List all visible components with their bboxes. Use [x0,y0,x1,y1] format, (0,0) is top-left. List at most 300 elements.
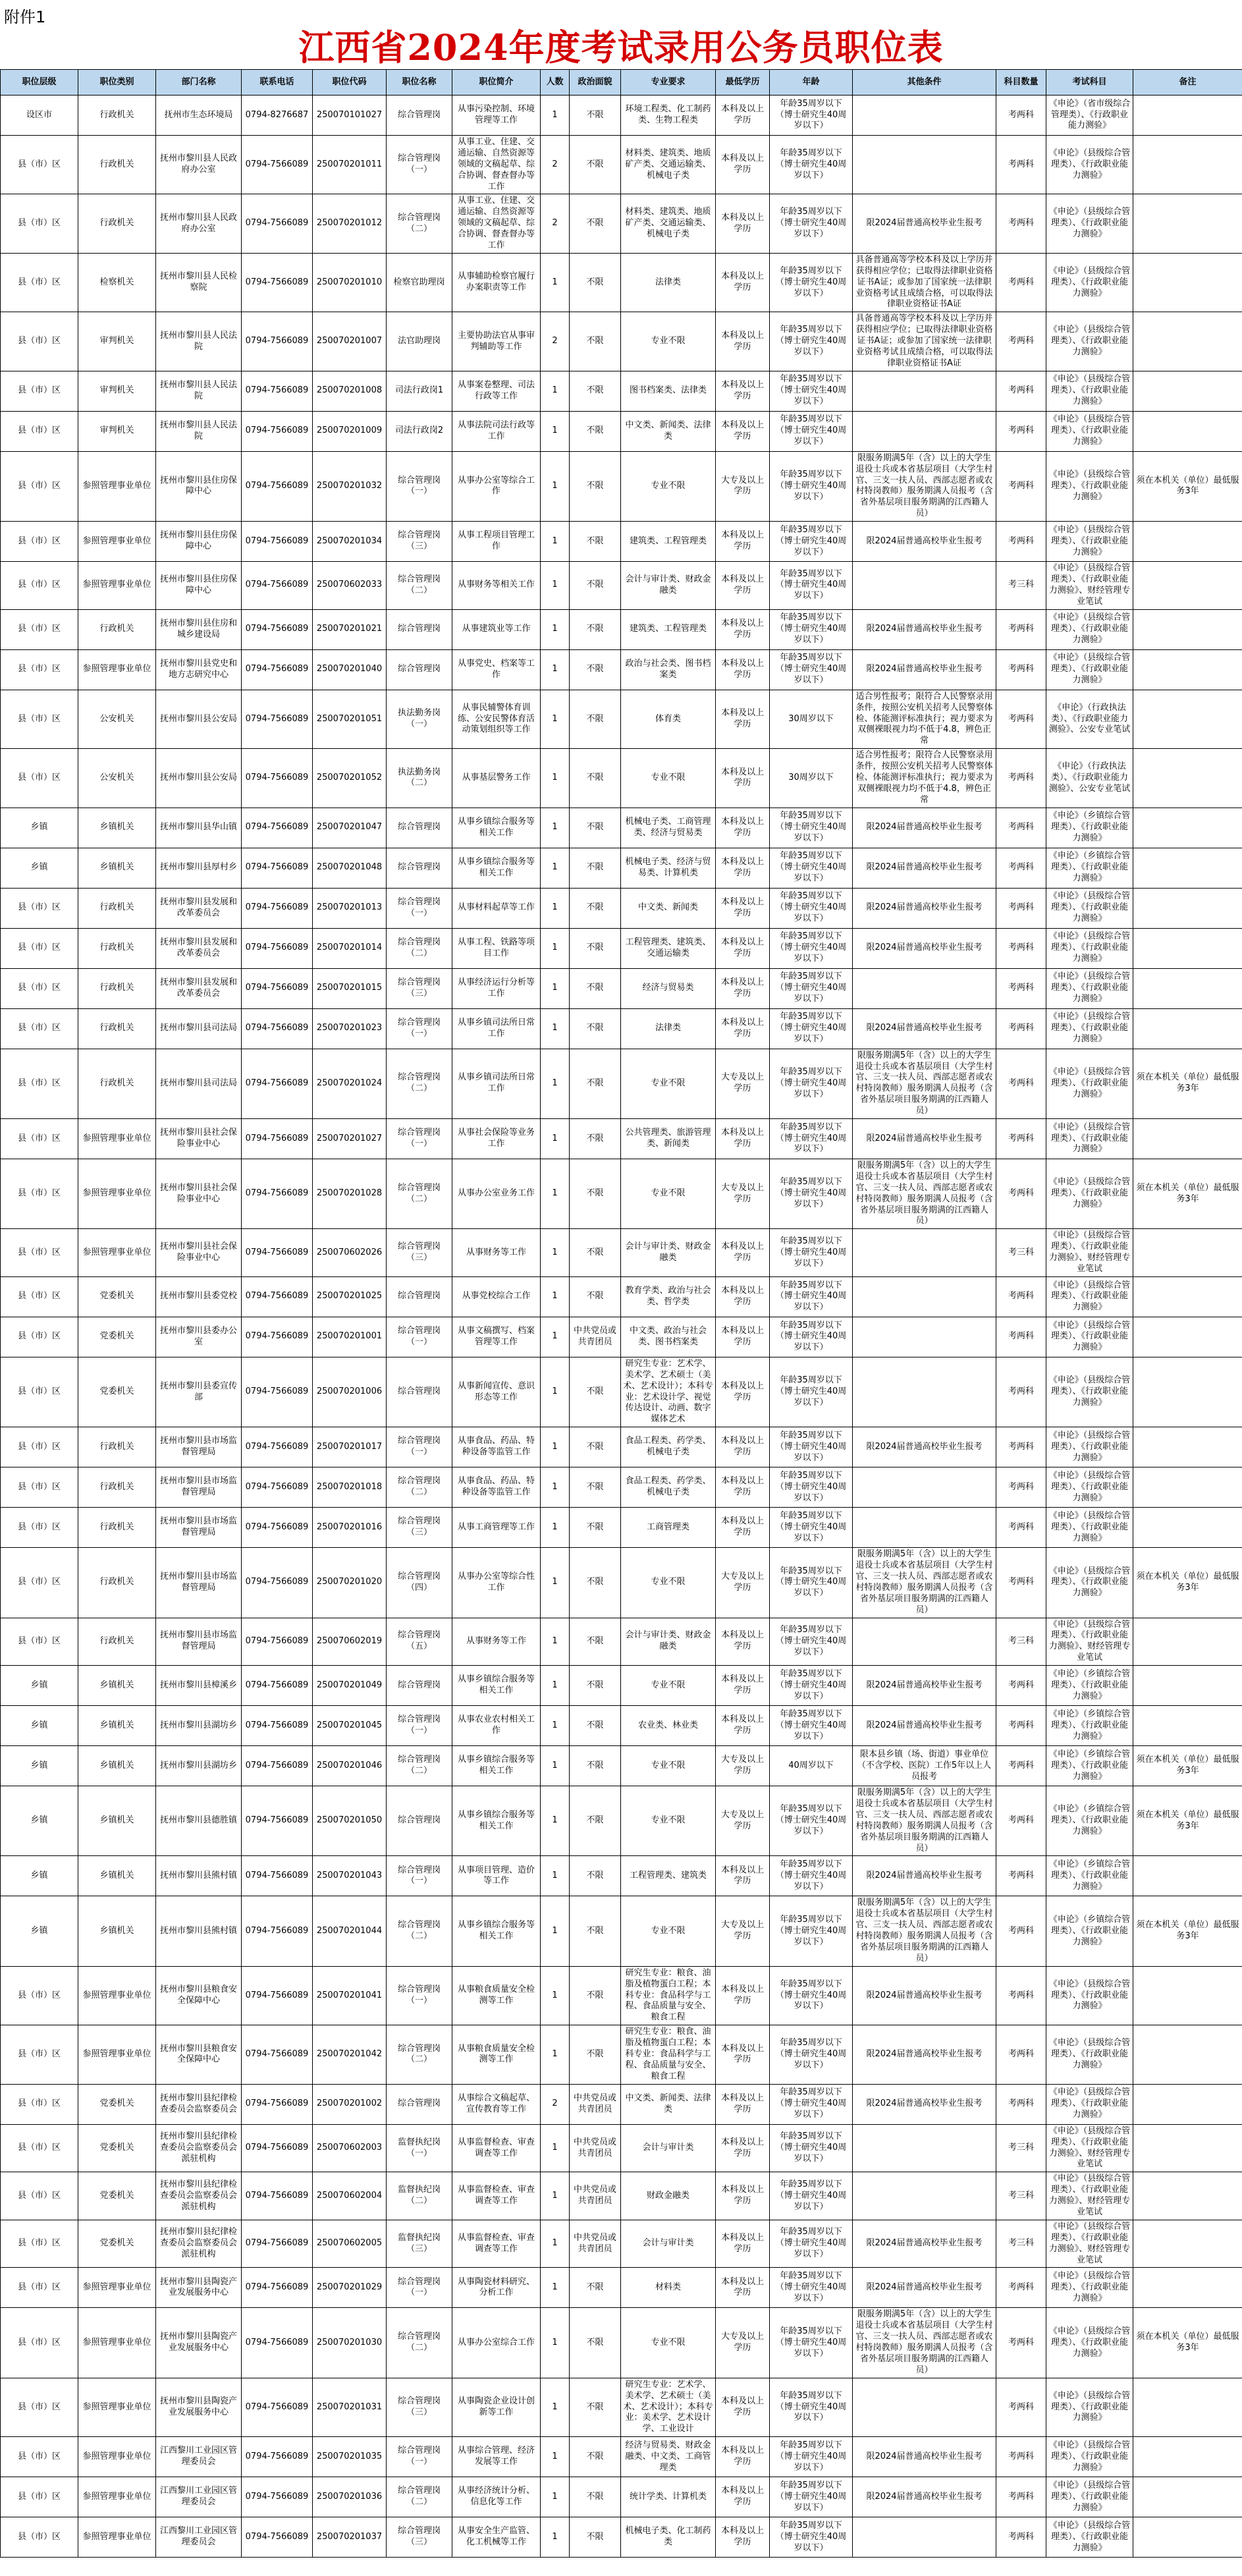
table-cell: 抚州市黎川县发展和改革委员会 [156,888,242,928]
table-cell: 不限 [570,848,621,888]
table-cell: 0794-7566089 [242,2477,313,2517]
table-cell: 年龄35周岁以下（博士研究生40周岁以下） [770,1706,853,1746]
table-cell: 不限 [570,451,621,521]
table-row [1,411,1242,451]
table-cell: 0794-7566089 [242,1467,313,1508]
table-cell: 限2024届普通高校毕业生报考 [853,194,996,253]
table-cell: 250070201013 [313,888,387,928]
table-cell: 0794-7566089 [242,2517,313,2558]
table-cell: 本科及以上学历 [716,194,770,253]
table-cell: 年龄35周岁以下（博士研究生40周岁以下） [770,194,853,253]
table-cell: 乡镇机关 [78,808,156,848]
table-cell: 2 [541,136,570,194]
table-cell: 从事党史、档案等工作 [452,649,541,690]
table-cell: 行政机关 [78,1008,156,1049]
table-cell: 参照管理事业单位 [78,2517,156,2558]
table-cell [1133,928,1242,968]
table-row [1,609,1242,649]
table-cell: 本科及以上学历 [716,1118,770,1159]
table-cell: 1 [541,808,570,848]
table-cell: 专业不限 [621,1896,716,1966]
table-cell: 综合管理岗（一） [387,1317,452,1357]
table-cell: 适合男性报考；限符合人民警察录用条件，按照公安机关招考人民警察体检、体能测评标准执行；视力要求为双侧裸眼视力均不低于4.8，辨色正常 [853,690,996,748]
table-row [1,690,1242,748]
table-cell [1133,1427,1242,1467]
table-cell: 1 [541,2517,570,2558]
table-cell: 250070201047 [313,808,387,848]
table-cell: 本科及以上学历 [716,1276,770,1317]
table-cell: 1 [541,2477,570,2517]
table-cell: 年龄35周岁以下（博士研究生40周岁以下） [770,1159,853,1228]
table-cell: 考两科 [996,2025,1046,2084]
table-row [1,2172,1242,2220]
table-cell: 考两科 [996,968,1046,1008]
table-cell: 1 [541,928,570,968]
table-cell: 本科及以上学历 [716,1467,770,1508]
table-cell: 250070201048 [313,848,387,888]
table-row [1,928,1242,968]
table-cell: 0794-7566089 [242,2308,313,2378]
table-cell: 县（市）区 [1,2308,78,2378]
table-cell: 不限 [570,609,621,649]
table-cell: 乡镇 [1,1856,78,1896]
table-cell: 0794-7566089 [242,411,313,451]
table-cell: 本科及以上学历 [716,690,770,748]
table-cell: 1 [541,1427,570,1467]
table-cell: 250070201023 [313,1008,387,1049]
table-cell: 参照管理事业单位 [78,2378,156,2436]
table-cell: 《申论》（县级综合管理类）、《行政职业能力测验》 [1046,2517,1133,2558]
table-cell: 从事工业、住建、交通运输、自然资源等领域的文稿起草、综合协调、督查督办等工作 [452,194,541,253]
table-cell: 综合管理岗（一） [387,1427,452,1467]
table-cell: 抚州市黎川县市场监督管理局 [156,1618,242,1666]
table-cell [1133,2084,1242,2124]
table-cell: 食品工程类、药学类、机械电子类 [621,1467,716,1508]
table-cell: 参照管理事业单位 [78,1118,156,1159]
table-cell [1133,2517,1242,2558]
table-cell: 不限 [570,1966,621,2025]
table-cell: 抚州市黎川县社会保险事业中心 [156,1159,242,1228]
table-cell: 综合管理岗（三） [387,522,452,562]
table-cell: 从事民辅警体育训练、公安民警体育活动策划组织等工作 [452,690,541,748]
table-cell: 1 [541,1467,570,1508]
table-cell: 不限 [570,1159,621,1228]
table-cell: 不限 [570,371,621,411]
table-cell: 0794-7566089 [242,2172,313,2220]
table-cell: 0794-7566089 [242,848,313,888]
table-cell: 建筑类、工程管理类 [621,609,716,649]
table-cell: 参照管理事业单位 [78,2025,156,2084]
table-row [1,1666,1242,1706]
table-cell: 本科及以上学历 [716,1618,770,1666]
table-cell: 从事监督检查、审查调查等工作 [452,2220,541,2268]
table-cell: 《申论》（县级综合管理类）、《行政职业能力测验》、财经管理专业笔试 [1046,2220,1133,2268]
table-cell [853,1317,996,1357]
table-cell [1133,253,1242,312]
table-cell: 综合管理岗（一） [387,136,452,194]
table-cell: 《申论》（县级综合管理类）、《行政职业能力测验》 [1046,2025,1133,2084]
table-cell: 0794-7566089 [242,928,313,968]
table-cell: 《申论》（县级综合管理类）、《行政职业能力测验》 [1046,2268,1133,2308]
table-cell: 30周岁以下 [770,690,853,748]
table-cell: 不限 [570,749,621,808]
table-row [1,2477,1242,2517]
table-cell: 0794-7566089 [242,1118,313,1159]
table-row [1,2220,1242,2268]
table-row [1,1118,1242,1159]
table-cell: 适合男性报考；限符合人民警察录用条件，按照公安机关招考人民警察体检、体能测评标准执行；视力要求为双侧裸眼视力均不低于4.8，辨色正常 [853,749,996,808]
table-cell: 综合管理岗（四） [387,1548,452,1618]
table-cell: 250070201032 [313,451,387,521]
table-cell [853,136,996,194]
table-cell: 1 [541,888,570,928]
table-cell: 1 [541,848,570,888]
table-body [1,96,1242,2558]
table-cell: 考两科 [996,1317,1046,1357]
table-cell: 《申论》（县级综合管理类）、《行政职业能力测验》 [1046,451,1133,521]
column-header: 人数 [541,70,570,96]
table-cell: 抚州市黎川县公安局 [156,749,242,808]
table-cell: 环境工程类、化工制药类、生物工程类 [621,96,716,136]
table-cell: 《申论》（县级综合管理类）、《行政职业能力测验》 [1046,2084,1133,2124]
table-cell: 《申论》（县级综合管理类）、《行政职业能力测验》 [1046,136,1133,194]
table-cell: 250070201015 [313,968,387,1008]
table-cell [853,1508,996,1548]
table-cell: 县（市）区 [1,1276,78,1317]
table-cell: 中共党员或共青团员 [570,2220,621,2268]
table-cell: 不限 [570,1856,621,1896]
table-cell: 抚州市黎川县社会保险事业中心 [156,1118,242,1159]
table-cell: 乡镇机关 [78,1666,156,1706]
table-cell: 1 [541,1746,570,1786]
table-cell: 从事经济统计分析、信息化等工作 [452,2477,541,2517]
table-cell: 行政机关 [78,1548,156,1618]
table-cell: 限服务期满5年（含）以上的大学生退役士兵或本省基层项目（大学生村官、三支一扶人员、西部志愿者或农村特岗教师）服务期满人员报考（含省外基层项目服务期满的江西籍人员） [853,1049,996,1118]
table-cell: 县（市）区 [1,649,78,690]
table-cell: 县（市）区 [1,1008,78,1049]
table-cell: 本科及以上学历 [716,1427,770,1467]
table-cell: 不限 [570,522,621,562]
table-cell: 1 [541,749,570,808]
table-cell [1133,1966,1242,2025]
table-row [1,312,1242,371]
table-cell: 考两科 [996,1118,1046,1159]
table-cell: 250070201025 [313,1276,387,1317]
table-cell: 0794-7566089 [242,1008,313,1049]
table-cell: 考两科 [996,1548,1046,1618]
table-cell: 从事污染控制、环境管理等工作 [452,96,541,136]
table-cell: 综合管理岗（二） [387,2025,452,2084]
table-cell [1133,1508,1242,1548]
table-cell: 参照管理事业单位 [78,1159,156,1228]
table-cell: 限2024届普通高校毕业生报考 [853,888,996,928]
table-cell: 0794-7566089 [242,1427,313,1467]
table-cell: 抚州市黎川县委党校 [156,1276,242,1317]
table-cell: 从事党校综合工作 [452,1276,541,1317]
table-cell: 本科及以上学历 [716,1357,770,1427]
table-cell: 中共党员或共青团员 [570,2172,621,2220]
table-cell: 不限 [570,2025,621,2084]
table-cell: 限2024届普通高校毕业生报考 [853,1118,996,1159]
table-cell: 中文类、新闻类 [621,888,716,928]
table-cell: 本科及以上学历 [716,808,770,848]
table-cell: 县（市）区 [1,888,78,928]
table-row [1,371,1242,411]
table-cell: 《申论》（县级综合管理类）、《行政职业能力测验》、财经管理专业笔试 [1046,1618,1133,1666]
table-cell: 《申论》（县级综合管理类）、《行政职业能力测验》、财经管理专业笔试 [1046,562,1133,610]
table-cell: 1 [541,1276,570,1317]
table-row [1,968,1242,1008]
table-cell: 0794-7566089 [242,2124,313,2172]
table-cell: 抚州市黎川县纪律检查委员会监察委员会派驻机构 [156,2220,242,2268]
table-cell: 年龄35周岁以下（博士研究生40周岁以下） [770,1276,853,1317]
table-row [1,808,1242,848]
table-cell: 乡镇机关 [78,1706,156,1746]
table-cell [1133,371,1242,411]
table-cell: 0794-7566089 [242,2268,313,2308]
table-cell: 1 [541,690,570,748]
table-cell: 不限 [570,136,621,194]
table-cell: 限2024届普通高校毕业生报考 [853,609,996,649]
table-cell: 0794-7566089 [242,808,313,848]
table-cell: 抚州市黎川县人民政府办公室 [156,136,242,194]
table-row [1,1357,1242,1427]
table-cell: 中文类、新闻类、法律类 [621,411,716,451]
table-cell: 检察机关 [78,253,156,312]
table-cell: 工商管理类 [621,1508,716,1548]
table-cell: 本科及以上学历 [716,2517,770,2558]
table-cell: 县（市）区 [1,2084,78,2124]
table-cell: 年龄35周岁以下（博士研究生40周岁以下） [770,136,853,194]
table-cell: 须在本机关（单位）最低服务3年 [1133,1786,1242,1856]
table-cell: 2 [541,312,570,371]
table-cell: 大专及以上学历 [716,1049,770,1118]
table-cell: 县（市）区 [1,2378,78,2436]
table-cell: 考两科 [996,371,1046,411]
table-cell: 250070201020 [313,1548,387,1618]
table-cell: 综合管理岗（一） [387,888,452,928]
table-cell: 1 [541,1856,570,1896]
table-cell: 年龄35周岁以下（博士研究生40周岁以下） [770,1786,853,1856]
table-cell [1133,1666,1242,1706]
table-cell: 本科及以上学历 [716,1508,770,1548]
table-cell: 抚州市黎川县华山镇 [156,808,242,848]
table-cell: 综合管理岗（一） [387,451,452,521]
table-cell: 限服务期满5年（含）以上的大学生退役士兵或本省基层项目（大学生村官、三支一扶人员、西部志愿者或农村特岗教师）服务期满人员报考（含省外基层项目服务期满的江西籍人员） [853,1896,996,1966]
table-cell: 250070201017 [313,1427,387,1467]
table-cell: 250070201035 [313,2437,387,2477]
table-cell [1133,1229,1242,1277]
table-cell: 从事办公室等综合工作 [452,451,541,521]
table-cell: 县（市）区 [1,928,78,968]
table-cell: 大专及以上学历 [716,1159,770,1228]
table-cell: 从事监督检查、审查调查等工作 [452,2124,541,2172]
table-cell [853,96,996,136]
table-cell: 综合管理岗（二） [387,1896,452,1966]
table-cell: 不限 [570,1896,621,1966]
table-cell: 从事乡镇综合服务等相关工作 [452,1896,541,1966]
table-row [1,848,1242,888]
table-cell: 参照管理事业单位 [78,2437,156,2477]
table-cell: 《申论》（县级综合管理类）、《行政职业能力测验》 [1046,968,1133,1008]
table-cell: 限2024届普通高校毕业生报考 [853,1966,996,2025]
column-header: 职位层级 [1,70,78,96]
table-cell: 0794-7566089 [242,1317,313,1357]
table-cell: 不限 [570,1618,621,1666]
table-cell: 行政机关 [78,1618,156,1666]
table-cell: 1 [541,1548,570,1618]
table-cell: 从事辅助检察官履行办案职责等工作 [452,253,541,312]
table-cell: 从事粮食质量安全检测等工作 [452,2025,541,2084]
table-cell: 抚州市黎川县司法局 [156,1049,242,1118]
table-cell: 从事法院司法行政等工作 [452,411,541,451]
table-cell [1133,1118,1242,1159]
table-cell: 专业不限 [621,1786,716,1856]
table-cell: 考两科 [996,1008,1046,1049]
table-cell [1133,609,1242,649]
table-cell: 须在本机关（单位）最低服务3年 [1133,1049,1242,1118]
table-row [1,1427,1242,1467]
table-cell: 不限 [570,1118,621,1159]
column-header: 备注 [1133,70,1242,96]
table-row [1,1467,1242,1508]
table-cell: 从事乡镇综合服务等相关工作 [452,848,541,888]
table-cell: 行政机关 [78,609,156,649]
table-cell: 县（市）区 [1,1467,78,1508]
table-cell: 不限 [570,1786,621,1856]
table-cell: 从事基层警务工作 [452,749,541,808]
table-cell: 抚州市黎川县人民政府办公室 [156,194,242,253]
table-cell: 党委机关 [78,2124,156,2172]
table-cell [1133,749,1242,808]
table-cell: 0794-7566089 [242,1966,313,2025]
table-cell: 250070201052 [313,749,387,808]
table-cell: 250070201045 [313,1706,387,1746]
table-cell: 本科及以上学历 [716,888,770,928]
table-cell: 250070201002 [313,2084,387,2124]
table-cell: 250070602004 [313,2172,387,2220]
table-cell [1133,1618,1242,1666]
table-cell: 不限 [570,968,621,1008]
table-cell: 250070201051 [313,690,387,748]
table-row [1,1276,1242,1317]
table-cell: 抚州市黎川县发展和改革委员会 [156,928,242,968]
table-cell: 考两科 [996,96,1046,136]
table-cell: 《申论》（行政执法类）、《行政职业能力测验》、公安专业笔试 [1046,690,1133,748]
table-cell: 《申论》（县级综合管理类）、《行政职业能力测验》 [1046,2477,1133,2517]
table-cell: 250070201043 [313,1856,387,1896]
table-cell: 年龄35周岁以下（博士研究生40周岁以下） [770,1508,853,1548]
table-cell: 年龄35周岁以下（博士研究生40周岁以下） [770,312,853,371]
table-cell: 行政机关 [78,1049,156,1118]
table-cell: 0794-7566089 [242,136,313,194]
table-cell: 从事财务等工作 [452,1229,541,1277]
table-cell: 综合管理岗（三） [387,2378,452,2436]
table-row [1,562,1242,610]
table-row [1,2308,1242,2378]
table-cell: 本科及以上学历 [716,371,770,411]
table-cell: 限2024届普通高校毕业生报考 [853,2025,996,2084]
table-cell: 年龄35周岁以下（博士研究生40周岁以下） [770,2124,853,2172]
table-cell: 限2024届普通高校毕业生报考 [853,2477,996,2517]
table-cell: 《申论》（县级综合管理类）、《行政职业能力测验》 [1046,1427,1133,1467]
table-cell: 不限 [570,2517,621,2558]
table-cell: 从事乡镇综合服务等相关工作 [452,1666,541,1706]
table-cell: 0794-7566089 [242,522,313,562]
table-cell: 行政机关 [78,888,156,928]
table-cell: 抚州市黎川县陶瓷产业发展服务中心 [156,2268,242,2308]
table-cell: 年龄35周岁以下（博士研究生40周岁以下） [770,1118,853,1159]
table-cell: 参照管理事业单位 [78,1229,156,1277]
table-cell: 1 [541,2268,570,2308]
table-row [1,1966,1242,2025]
table-cell: 中共党员或共青团员 [570,1317,621,1357]
table-cell: 综合管理岗 [387,1357,452,1427]
table-cell: 参照管理事业单位 [78,2308,156,2378]
table-cell: 抚州市生态环境局 [156,96,242,136]
table-cell: 大专及以上学历 [716,1896,770,1966]
table-cell: 专业不限 [621,1548,716,1618]
table-cell: 不限 [570,1008,621,1049]
table-cell: 抚州市黎川县陶瓷产业发展服务中心 [156,2378,242,2436]
table-cell: 县（市）区 [1,312,78,371]
table-cell: 公共管理类、旅游管理类、新闻类 [621,1118,716,1159]
table-cell: 从事综合文稿起草、宣传教育等工作 [452,2084,541,2124]
table-cell: 考两科 [996,194,1046,253]
table-cell: 年龄35周岁以下（博士研究生40周岁以下） [770,1049,853,1118]
table-cell [1133,2437,1242,2477]
table-cell: 年龄35周岁以下（博士研究生40周岁以下） [770,2308,853,2378]
table-cell [1133,411,1242,451]
table-cell: 乡镇 [1,1786,78,1856]
table-cell: 乡镇 [1,1896,78,1966]
table-cell: 乡镇 [1,1706,78,1746]
column-header: 职位代码 [313,70,387,96]
table-cell: 本科及以上学历 [716,1229,770,1277]
table-row [1,2437,1242,2477]
table-cell [1133,888,1242,928]
table-cell [1133,649,1242,690]
table-cell: 1 [541,1008,570,1049]
table-cell: 0794-7566089 [242,2437,313,2477]
table-cell: 从事乡镇综合服务等相关工作 [452,1746,541,1786]
table-cell: 抚州市黎川县住房和城乡建设局 [156,609,242,649]
table-cell [853,411,996,451]
table-cell [1133,522,1242,562]
table-cell: 会计与审计类、财政金融类 [621,1618,716,1666]
table-cell: 0794-7566089 [242,253,313,312]
table-cell: 抚州市黎川县市场监督管理局 [156,1548,242,1618]
table-cell: 从事监督检查、审查调查等工作 [452,2172,541,2220]
table-cell: 年龄35周岁以下（博士研究生40周岁以下） [770,451,853,521]
table-cell: 1 [541,2124,570,2172]
table-cell: 《申论》（县级综合管理类）、《行政职业能力测验》 [1046,1008,1133,1049]
table-cell [1133,312,1242,371]
table-cell: 综合管理岗（一） [387,2437,452,2477]
table-cell: 《申论》（乡镇综合管理类）、《行政职业能力测验》 [1046,1856,1133,1896]
table-cell: 限2024届普通高校毕业生报考 [853,1427,996,1467]
table-cell: 年龄35周岁以下（博士研究生40周岁以下） [770,609,853,649]
table-cell: 本科及以上学历 [716,312,770,371]
table-cell: 教育学类、政治与社会类、哲学类 [621,1276,716,1317]
table-row [1,1508,1242,1548]
table-cell: 1 [541,371,570,411]
table-cell: 0794-7566089 [242,749,313,808]
table-cell [853,1467,996,1508]
column-header: 年龄 [770,70,853,96]
table-cell: 综合管理岗 [387,1276,452,1317]
table-row [1,2517,1242,2558]
